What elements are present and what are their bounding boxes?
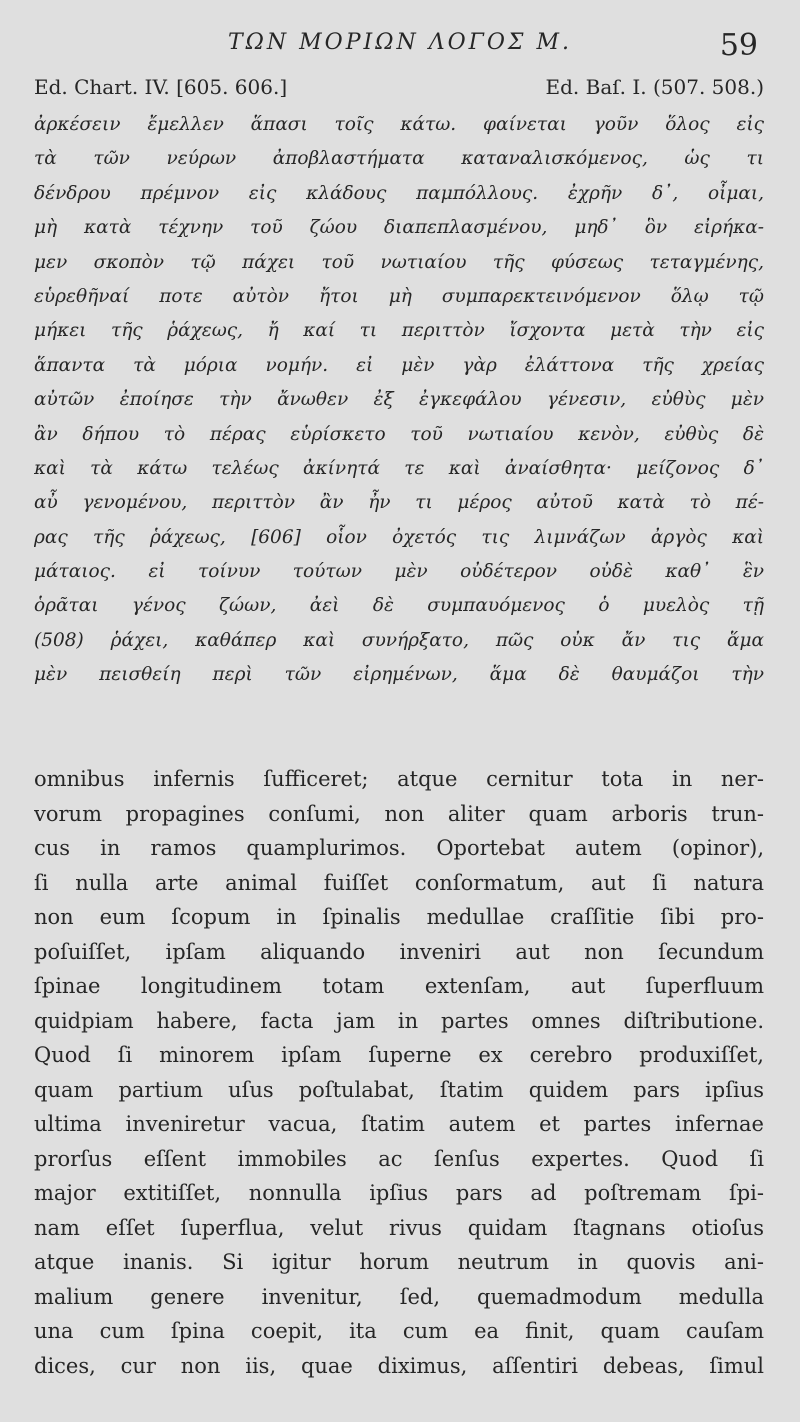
greek-line: (508) ῥάχει, καθάπερ καὶ συνήρξατο, πῶς οὐκ ἄν τις ἅμα <box>34 629 764 651</box>
latin-line: major extitiſſet, nonnulla ipſius pars ad poſtremam ſpi- <box>34 1181 764 1205</box>
latin-line: omnibus infernis ſufficeret; atque cernitur tota in ner- <box>34 767 764 791</box>
greek-line: εὑρεθῆναί ποτε αὐτὸν ἤτοι μὴ συμπαρεκτεινόμενον ὅλῳ τῷ <box>34 285 764 307</box>
greek-line: ὁρᾶται γένος ζώων, ἀεὶ δὲ συμπαυόμενος ὁ μυελὸς τῇ <box>34 595 764 617</box>
greek-line: ἂν δήπου τὸ πέρας εὑρίσκετο τοῦ νωτιαίου κενὸν, εὐθὺς δὲ <box>34 423 764 445</box>
latin-line: quidpiam habere, facta jam in partes omnes diſtributione. <box>34 1008 764 1033</box>
latin-line: poſuiſſet, ipſam aliquando inveniri aut non ſecundum <box>34 939 764 964</box>
greek-line: τὰ τῶν νεύρων ἀποβλαστήματα καταναλισκόμενος, ὡς τι <box>34 148 764 170</box>
latin-line: ſpinae longitudinem totam extenſam, aut ſuperfluum <box>34 974 764 998</box>
greek-line: ἅπαντα τὰ μόρια νομήν. εἰ μὲν γὰρ ἐλάττονα τῆς χρείας <box>34 354 764 376</box>
latin-line: cus in ramos quamplurimos. Oportebat autem (opinor), <box>34 836 764 860</box>
edition-basel-ref: Ed. Baſ. I. (507. 508.) <box>545 75 764 99</box>
greek-text <box>34 108 764 693</box>
greek-line: μεν σκοπὸν τῷ πάχει τοῦ νωτιαίου τῆς φύσεως τεταγμένης, <box>34 251 764 273</box>
greek-line: μήκει τῆς ῥάχεως, ἤ καί τι περιττὸν ἴσχοντα μετὰ τὴν εἰς <box>34 320 764 342</box>
edition-references <box>34 75 764 103</box>
edition-chartier-ref: Ed. Chart. IV. [605. 606.] <box>34 75 288 99</box>
running-head <box>0 28 800 63</box>
latin-line: Quod ſi minorem ipſam ſuperne ex cerebro produxiſſet, <box>34 1043 764 1067</box>
latin-line: ſi nulla arte animal fuiſſet conſormatum, aut ſi natura <box>34 870 764 895</box>
greek-line: δένδρου πρέμνον εἰς κλάδους παμπόλλους. ἐχρῆν δ᾽, οἶμαι, <box>34 182 764 204</box>
latin-line: una cum ſpina coepit, ita cum ea finit, quam cauſam <box>34 1319 764 1343</box>
greek-line: ρας τῆς ῥάχεως, [606] οἷον ὀχετός τις λιμνάζων ἀργὸς καὶ <box>34 526 764 548</box>
latin-line: dices, cur non iis, quae diximus, aſſentiri debeas, ſimul <box>34 1353 764 1378</box>
latin-line: ultima inveniretur vacua, ſtatim autem et partes infernae <box>34 1112 764 1136</box>
running-title: ΤΩΝ ΜΟΡΙΩΝ ΛΟΓΟΣ Μ. <box>228 30 572 55</box>
greek-line: μὲν πεισθείη περὶ τῶν εἰρημένων, ἅμα δὲ θαυμάζοι τὴν <box>34 664 764 686</box>
latin-text <box>34 762 764 1383</box>
latin-line: atque inanis. Si igitur horum neutrum in quovis ani- <box>34 1250 764 1274</box>
latin-line: non eum ſcopum in ſpinalis medullae craſſitie ſibi pro- <box>34 905 764 929</box>
page-number: 59 <box>719 28 758 63</box>
latin-line: nam eſſet ſuperflua, velut rivus quidam ſtagnans otioſus <box>34 1215 764 1240</box>
greek-line: αὖ γενομένου, περιττὸν ἂν ἦν τι μέρος αὐτοῦ κατὰ τὸ πέ- <box>34 492 764 514</box>
latin-line: prorſus eſſent immobiles ac ſenſus expertes. Quod ſi <box>34 1146 764 1171</box>
latin-line: vorum propagines conſumi, non aliter quam arboris trun- <box>34 801 764 826</box>
greek-line: μάταιος. εἰ τοίνυν τούτων μὲν οὐδέτερον οὐδὲ καθ᾽ ἓν <box>34 561 764 583</box>
greek-line: ἀρκέσειν ἔμελλεν ἅπασι τοῖς κάτω. φαίνεται γοῦν ὅλος εἰς <box>34 114 764 135</box>
greek-line: μὴ κατὰ τέχνην τοῦ ζώου διαπεπλασμένου, μηδ᾽ ὃν εἰρήκα- <box>34 217 764 239</box>
latin-line: malium genere invenitur, ſed, quemadmodum medulla <box>34 1284 764 1309</box>
greek-line: καὶ τὰ κάτω τελέως ἀκίνητά τε καὶ ἀναίσθητα· μείζονος δ᾽ <box>34 457 764 479</box>
greek-line: αὐτῶν ἐποίησε τὴν ἄνωθεν ἐξ ἐγκεφάλου γένεσιν, εὐθὺς μὲν <box>34 389 764 411</box>
latin-line: quam partium uſus poſtulabat, ſtatim quidem pars ipſius <box>34 1077 764 1102</box>
